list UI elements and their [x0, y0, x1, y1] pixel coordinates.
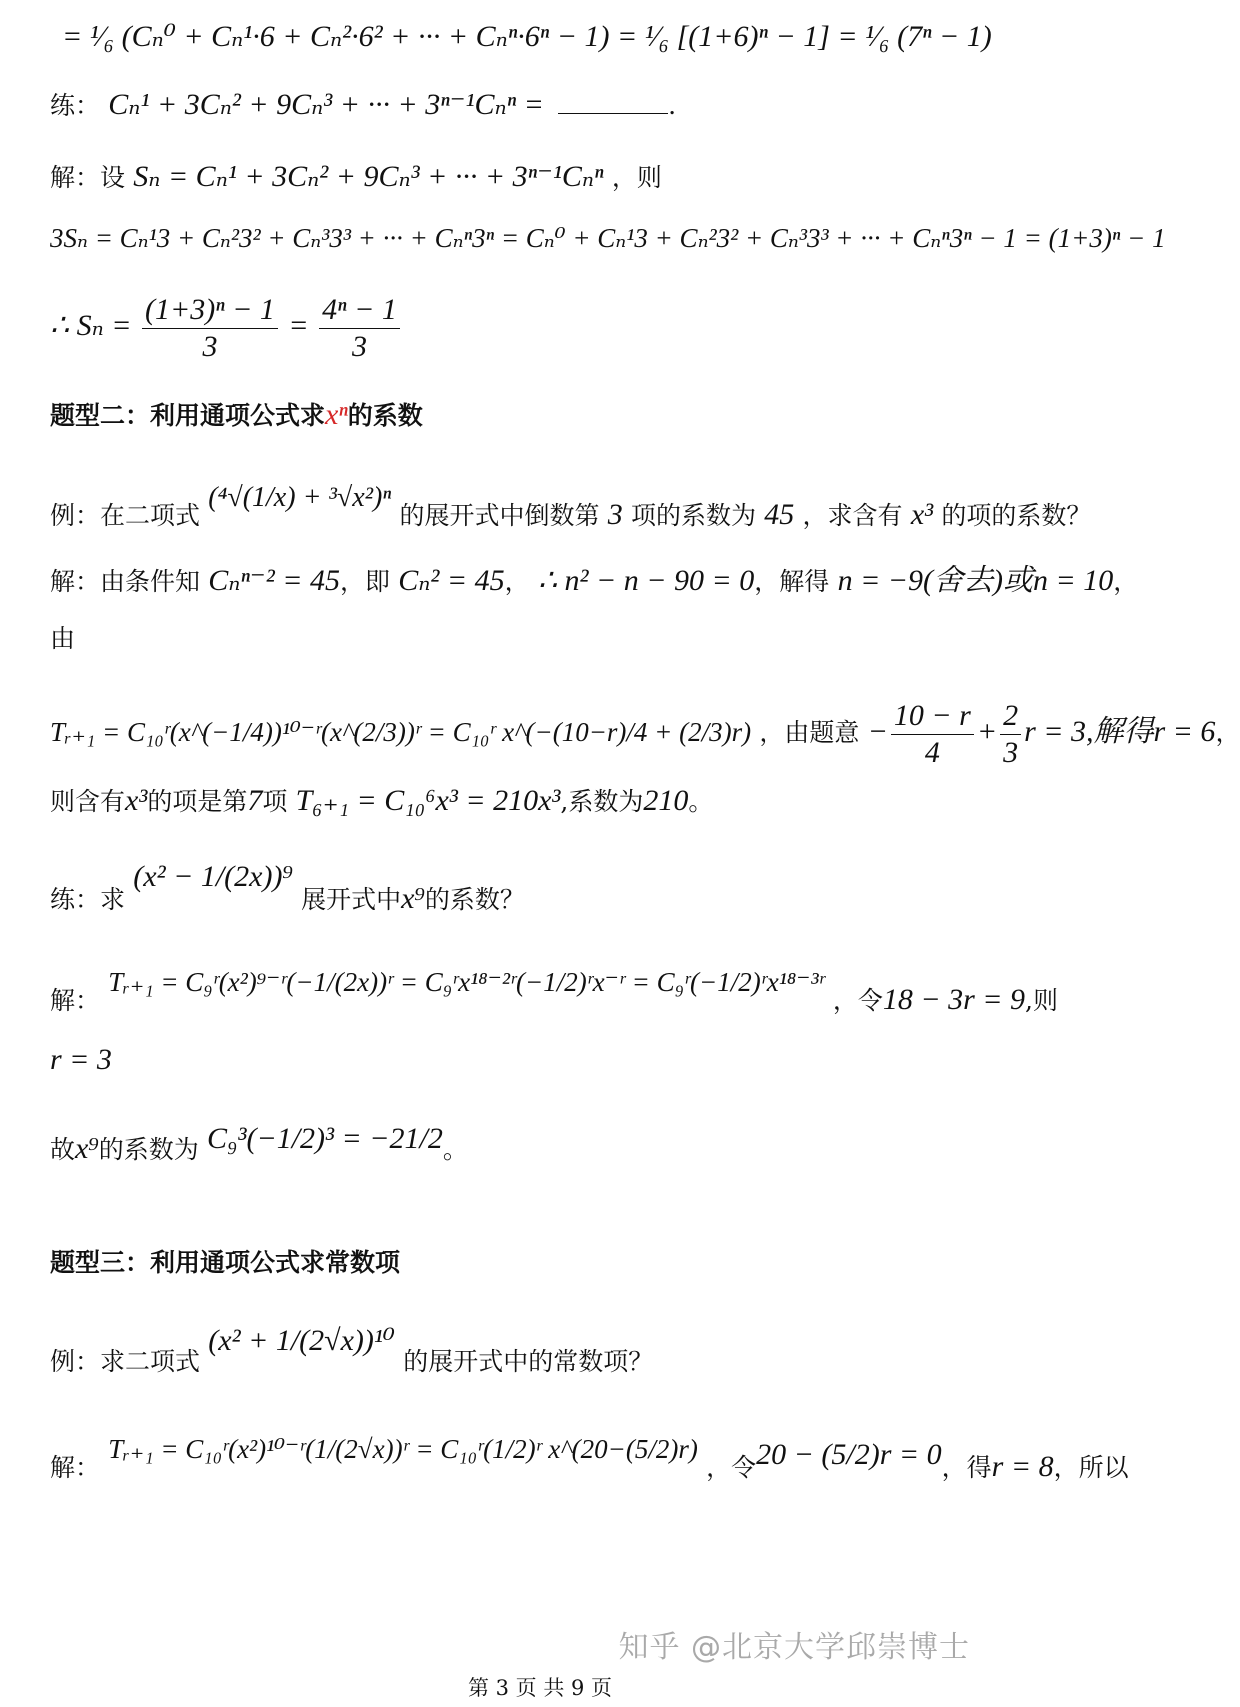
- solution2-you: 由: [50, 624, 76, 653]
- practice2-binomial: (x² − 1/(2x))⁹: [133, 860, 293, 893]
- solution1-3sn-formula: 3Sₙ = Cₙ¹3 + Cₙ²3² + Cₙ³3³ + ··· + Cₙⁿ3ⁿ = Cₙ⁰ + Cₙ¹3 + Cₙ²3² + Cₙ³3³ + ··· + Cₙⁿ3ⁿ − 1 = (1+3)ⁿ − 1: [50, 223, 1166, 253]
- fraction-10-r-num: 10 − r: [891, 700, 974, 735]
- solution2-t4: ，: [1113, 567, 1139, 596]
- solution2-line1: [50, 566, 1138, 596]
- solution3-equation: 18 − 3r = 9: [882, 983, 1025, 1016]
- example2-line: [50, 482, 1092, 531]
- section2-title-variable: xⁿ: [325, 398, 348, 431]
- example2-text1: 的展开式中倒数第: [399, 501, 600, 530]
- solution4-line1: [50, 1434, 1129, 1483]
- line4-num-7: 7: [247, 784, 263, 817]
- line4-term-formula: T₆₊₁ = C₁₀⁶x³ = 210x³: [295, 784, 561, 817]
- solution3-line3: [50, 1122, 468, 1165]
- zhihu-watermark: 知乎 @北京大学邱崇博士: [618, 1630, 970, 1665]
- line4-c: 项: [262, 787, 288, 816]
- solution2-label: 解：由条件知: [50, 567, 201, 596]
- solution3-r-equals-3: r = 3: [50, 1043, 112, 1076]
- solution-label: 解：设: [50, 163, 126, 192]
- fraction-1-numerator: (1+3)ⁿ − 1: [142, 294, 278, 329]
- section3-title: 题型三：利用通项公式求常数项: [50, 1248, 401, 1277]
- solution1-suffix: ，则: [611, 163, 662, 192]
- fraction-10-r-4: [891, 700, 974, 768]
- solution4-t2: ，得: [941, 1453, 992, 1482]
- fraction-2-denominator: 3: [352, 329, 368, 363]
- fraction-2-3-num: 2: [1000, 700, 1021, 735]
- example3-text: 的展开式中的常数项？: [403, 1347, 654, 1376]
- practice1-line: [50, 90, 676, 120]
- fraction-1-denominator: 3: [202, 329, 218, 363]
- fraction-1: [142, 294, 278, 362]
- line4-end: 。: [688, 787, 714, 816]
- solution4-label: 解：: [50, 1453, 101, 1482]
- practice1-formula: Cₙ¹ + 3Cₙ² + 9Cₙ³ + ··· + 3ⁿ⁻¹Cₙⁿ =: [108, 88, 544, 121]
- equals-sign: =: [288, 308, 309, 342]
- formula-line-top: [62, 22, 992, 52]
- solution2-t6: ，: [1215, 717, 1240, 747]
- solution3-label: 解：: [50, 986, 101, 1015]
- section3-heading: [50, 1250, 400, 1275]
- solution2-by-problem: ，由题意: [759, 717, 860, 747]
- solution2-condition: Cₙⁿ⁻² = 45: [208, 564, 340, 597]
- solution3-t2: ,则: [1025, 986, 1058, 1015]
- example-label: 例：在二项式: [50, 501, 201, 530]
- line4-var: x³: [125, 784, 148, 817]
- practice2-line: [50, 860, 525, 915]
- solution1-formula: Sₙ = Cₙ¹ + 3Cₙ² + 9Cₙ³ + ··· + 3ⁿ⁻¹Cₙⁿ: [133, 160, 604, 193]
- practice-label: 练：: [50, 91, 101, 120]
- solution2-r-equals-6: r = 3,解得r = 6: [1024, 714, 1216, 748]
- solution3-line1: [50, 967, 1058, 1016]
- line4-coefficient: 210: [643, 784, 689, 817]
- practice1-end: .: [668, 91, 677, 120]
- example2-num-45: 45: [764, 498, 795, 531]
- example3-line: [50, 1324, 654, 1376]
- line4-d: ,系数为: [560, 787, 644, 816]
- solution3-line2: [50, 1045, 112, 1075]
- solution2-line3: [50, 700, 1240, 768]
- fraction-2-3: [1000, 700, 1021, 768]
- example2-binomial: (⁴√(1/x) + ³√x²)ⁿ: [208, 482, 392, 513]
- solution3-variable: x⁹: [75, 1132, 99, 1165]
- example3-binomial: (x² + 1/(2√x))¹⁰: [208, 1324, 395, 1357]
- solution4-t3: ，所以: [1053, 1453, 1129, 1482]
- solution2-c-n-2: Cₙ² = 45: [398, 564, 505, 597]
- section2-heading: [50, 400, 423, 430]
- solution2-t2: ，: [504, 567, 530, 596]
- solution3-general-term: Tᵣ₊₁ = C₉ʳ(x²)⁹⁻ʳ(−1/(2x))ʳ = C₉ʳx¹⁸⁻²ʳ(−1/2)ʳx⁻ʳ = C₉ʳ(−1/2)ʳx¹⁸⁻³ʳ: [108, 967, 825, 997]
- practice2-text2: 的系数？: [424, 885, 525, 914]
- fraction-2-numerator: 4ⁿ − 1: [319, 294, 400, 329]
- practice2-label: 练：求: [50, 885, 126, 914]
- solution4-general-term: Tᵣ₊₁ = C₁₀ʳ(x²)¹⁰⁻ʳ(1/(2√x))ʳ = C₁₀ʳ(1/2)ʳ x^(20−(5/2)r): [108, 1434, 698, 1464]
- solution2-roots: n = −9(舍去)或n = 10: [837, 564, 1114, 597]
- line4-b: 的项是第: [147, 787, 248, 816]
- solution2-exponent-equation: − $\frac{10 - r}{4}$ + $\frac{2}{3}$ r = 3,解得r = 6: [867, 699, 1216, 769]
- solution2-t1: ，即: [339, 567, 390, 596]
- therefore-sn: ∴ Sₙ =: [50, 308, 132, 342]
- solution2-line4: [50, 786, 713, 816]
- line4-a: 则含有: [50, 787, 126, 816]
- fraction-2: [319, 294, 400, 362]
- example2-text3: ，求含有: [802, 501, 903, 530]
- solution3-gu: 故: [50, 1135, 76, 1164]
- solution3-end: 。: [442, 1135, 468, 1164]
- solution4-t1: ，令: [706, 1453, 757, 1482]
- practice2-variable: x⁹: [401, 882, 425, 915]
- fraction-10-r-den: 4: [924, 735, 940, 769]
- solution1-line1: [50, 162, 662, 192]
- fraction-2-3-den: 3: [1003, 735, 1019, 769]
- solution4-equation: 20 − (5/2)r = 0: [756, 1438, 942, 1471]
- solution2-t3: ，解得: [754, 567, 830, 596]
- practice2-text1: 展开式中: [301, 885, 402, 914]
- example2-text2: 项的系数为: [631, 501, 757, 530]
- solution4-r-equals-8: r = 8: [991, 1450, 1054, 1483]
- solution2-line2: [50, 626, 75, 651]
- solution1-line2: [50, 225, 1166, 252]
- solution3-t1: ，令: [832, 986, 883, 1015]
- formula-sum-6: = ¹⁄₆ (Cₙ⁰ + Cₙ¹·6 + Cₙ²·6² + ··· + Cₙⁿ·6ⁿ − 1) = ¹⁄₆ [(1+6)ⁿ − 1] = ¹⁄₆ (7ⁿ − 1): [62, 20, 992, 53]
- section2-title-prefix: 题型二：利用通项公式求: [50, 401, 326, 430]
- example2-variable: x³: [910, 498, 934, 531]
- section2-title-suffix: 的系数: [347, 401, 423, 430]
- solution3-result: C₉³(−1/2)³ = −21/2: [207, 1122, 443, 1155]
- page-footer: 第 3 页 共 9 页: [467, 1676, 613, 1700]
- solution3-coef-text: 的系数为: [98, 1135, 199, 1164]
- solution1-line3: [50, 294, 403, 362]
- answer-blank: [558, 113, 668, 114]
- solution2-quadratic: ∴ n² − n − 90 = 0: [537, 564, 755, 597]
- solution2-general-term: Tᵣ₊₁ = C₁₀ʳ(x^(−1/4))¹⁰⁻ʳ(x^(2/3))ʳ = C₁₀ʳ x^(−(10−r)/4 + (2/3)r): [50, 716, 752, 747]
- example3-label: 例：求二项式: [50, 1347, 201, 1376]
- example2-num-3: 3: [607, 498, 623, 531]
- example2-text4: 的项的系数？: [941, 501, 1092, 530]
